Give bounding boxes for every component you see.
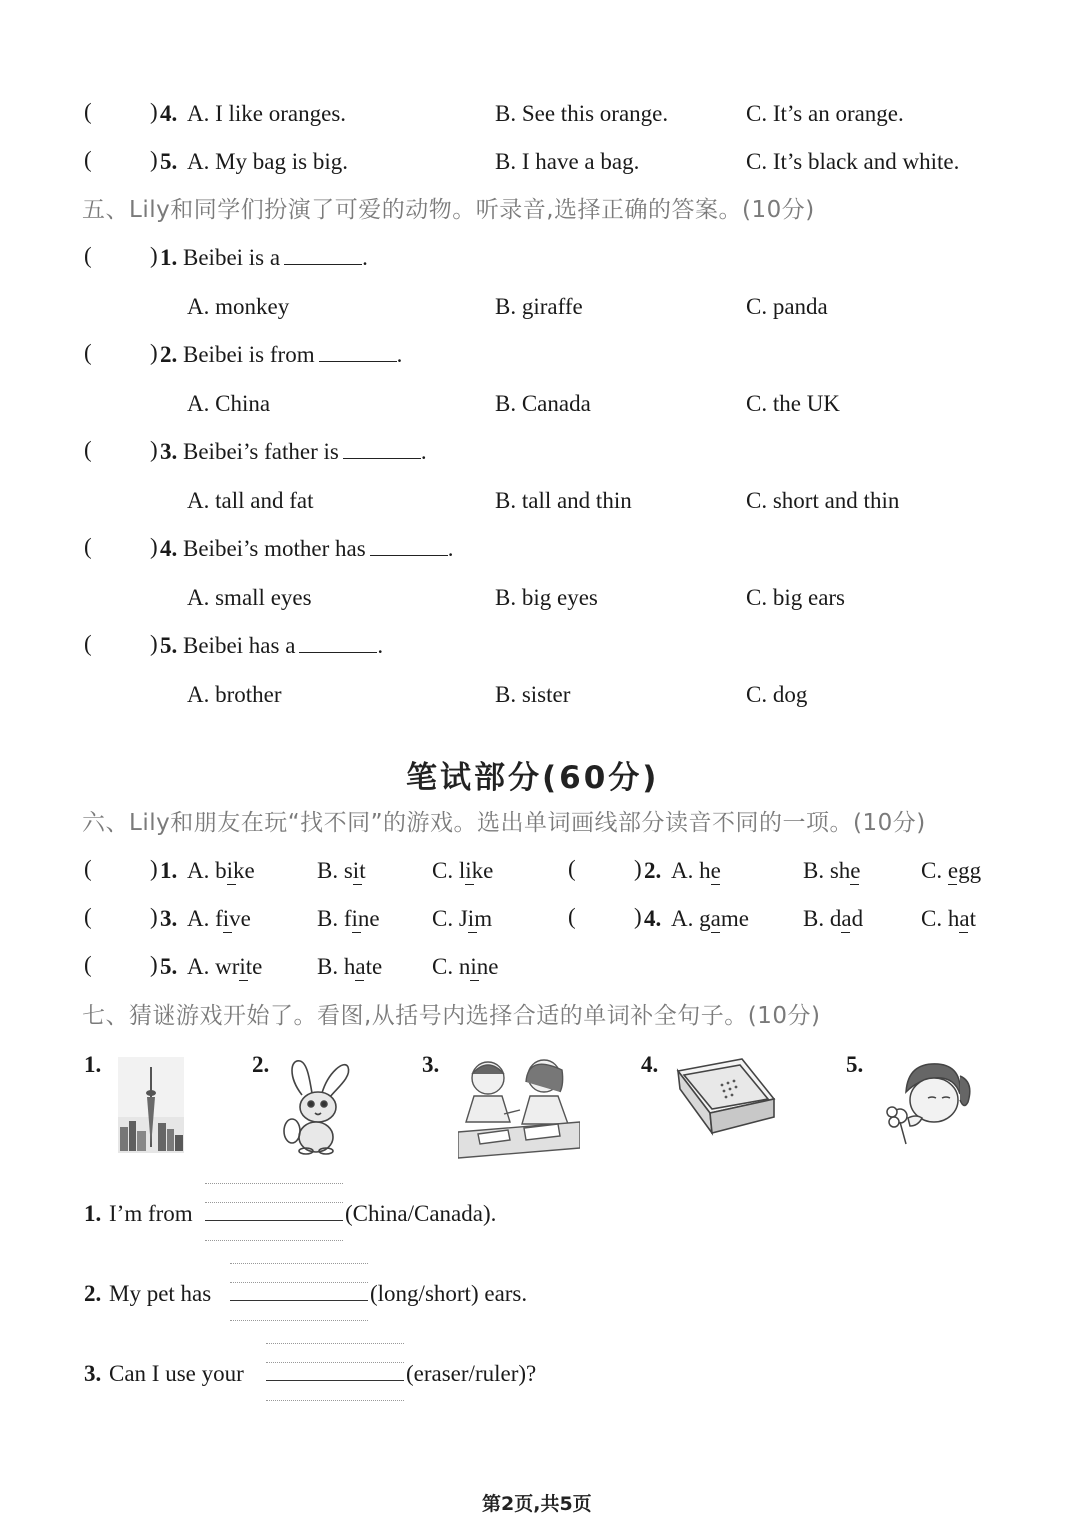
underlined-letter: i (352, 858, 360, 883)
underlined-letter: i (470, 954, 477, 979)
guide-line (205, 1240, 343, 1241)
picture-label: 4. (641, 1052, 659, 1077)
answer-blank[interactable] (370, 537, 448, 556)
answer-paren[interactable]: ( (84, 631, 92, 656)
answer-paren[interactable]: ( (84, 99, 92, 124)
answer-paren[interactable]: ( (84, 952, 92, 977)
guide-line (205, 1183, 343, 1184)
answer-paren-close: ) (150, 147, 158, 172)
option-b[interactable]: B. dad (803, 906, 864, 931)
answer-paren[interactable]: ( (84, 437, 92, 462)
option-a[interactable]: A. My bag is big. (187, 149, 348, 174)
guide-line (230, 1320, 368, 1321)
option-c[interactable]: C. Jim (432, 906, 493, 931)
city-tower-icon (118, 1057, 184, 1153)
question-stem: 5. Beibei has a . (160, 633, 384, 658)
written-part-title: 笔试部分(60分) (406, 760, 660, 796)
option-b[interactable]: B. See this orange. (495, 101, 669, 126)
word-options: (China/Canada). (345, 1201, 497, 1226)
option-a[interactable]: A. small eyes (187, 585, 312, 610)
option-b[interactable]: B. giraffe (495, 294, 583, 319)
answer-paren[interactable]: ( (84, 534, 92, 559)
answer-blank[interactable] (319, 343, 397, 362)
underlined-letter: i (222, 906, 230, 931)
sentence-text: I’m from (109, 1201, 193, 1226)
underlined-letter: i (465, 858, 472, 883)
option-a[interactable]: A. five (187, 906, 251, 931)
answer-paren[interactable]: ( (84, 243, 92, 268)
underlined-letter: i (351, 906, 358, 931)
section6-heading: 六、Lily和朋友在玩“找不同”的游戏。选出单词画线部分读音不同的一项。(10分) (82, 810, 926, 836)
answer-line[interactable] (266, 1380, 404, 1381)
option-b[interactable]: B. hate (317, 954, 383, 979)
sentence-text: My pet has (109, 1281, 212, 1306)
option-b[interactable]: B. sit (317, 858, 366, 883)
option-b[interactable]: B. fine (317, 906, 380, 931)
option-c[interactable]: C. dog (746, 682, 808, 707)
answer-blank[interactable] (299, 634, 377, 653)
picture-label: 2. (252, 1052, 270, 1077)
question-number: 4. (160, 101, 178, 126)
picture-label: 3. (422, 1052, 440, 1077)
underlined-letter: e (850, 858, 861, 883)
sentence-text: Can I use your (109, 1361, 244, 1386)
underlined-letter: a (841, 906, 852, 931)
answer-paren-close: ) (150, 99, 158, 124)
sentence-number: 1. (84, 1201, 102, 1226)
option-c[interactable]: C. nine (432, 954, 499, 979)
question-number: 4. (644, 906, 662, 931)
girl-smelling-flower-icon (878, 1056, 974, 1146)
sentence-number: 2. (84, 1281, 102, 1306)
option-b[interactable]: B. I have a bag. (495, 149, 640, 174)
answer-paren[interactable]: ( (568, 904, 576, 929)
question-number: 5. (160, 954, 178, 979)
option-c[interactable]: C. the UK (746, 391, 840, 416)
option-b[interactable]: B. Canada (495, 391, 591, 416)
answer-line[interactable] (230, 1300, 368, 1301)
option-b[interactable]: B. big eyes (495, 585, 598, 610)
underlined-letter: i (239, 954, 246, 979)
option-c[interactable]: C. egg (921, 858, 982, 883)
answer-paren-close: ) (634, 856, 642, 881)
answer-paren-close: ) (150, 856, 158, 881)
question-stem: 3. Beibei’s father is . (160, 439, 427, 464)
answer-paren[interactable]: ( (84, 340, 92, 365)
guide-line (266, 1343, 404, 1344)
option-a[interactable]: A. he (671, 858, 721, 883)
question-number: 3. (160, 906, 178, 931)
option-c[interactable]: C. short and thin (746, 488, 900, 513)
answer-paren-close: ) (150, 534, 158, 559)
underlined-letter: e (947, 858, 959, 883)
picture-label: 5. (846, 1052, 864, 1077)
answer-blank[interactable] (343, 440, 421, 459)
option-b[interactable]: B. tall and thin (495, 488, 632, 513)
option-a[interactable]: A. bike (187, 858, 255, 883)
question-number: 2. (644, 858, 662, 883)
answer-paren[interactable]: ( (84, 856, 92, 881)
answer-blank[interactable] (284, 246, 362, 265)
option-a[interactable]: A. game (671, 906, 749, 931)
answer-paren[interactable]: ( (84, 147, 92, 172)
option-b[interactable]: B. she (803, 858, 861, 883)
sentence-number: 3. (84, 1361, 102, 1386)
rabbit-icon (278, 1055, 354, 1155)
option-a[interactable]: A. China (187, 391, 271, 416)
answer-paren-close: ) (150, 243, 158, 268)
answer-paren-close: ) (150, 340, 158, 365)
option-c[interactable]: C. like (432, 858, 494, 883)
option-a[interactable]: A. brother (187, 682, 282, 707)
answer-line[interactable] (205, 1220, 343, 1221)
underlined-letter: a (959, 906, 970, 931)
underlined-letter: a (710, 906, 721, 931)
question-stem: 1. Beibei is a . (160, 245, 368, 270)
guide-line (266, 1362, 404, 1363)
picture-label: 1. (84, 1052, 102, 1077)
word-options: (long/short) ears. (370, 1281, 528, 1306)
option-b[interactable]: B. sister (495, 682, 571, 707)
page-footer: 第2页,共5页 (482, 1493, 592, 1515)
question-stem: 2. Beibei is from . (160, 342, 403, 367)
option-a[interactable]: A. tall and fat (187, 488, 314, 513)
pencil-box-icon (672, 1055, 778, 1150)
question-number: 5. (160, 149, 178, 174)
answer-paren-close: ) (150, 952, 158, 977)
question-stem: 4. Beibei’s mother has . (160, 536, 454, 561)
guide-line (205, 1202, 343, 1203)
option-c[interactable]: C. It’s black and white. (746, 149, 960, 174)
underlined-letter: i (467, 906, 475, 931)
section5-heading: 五、Lily和同学们扮演了可爱的动物。听录音,选择正确的答案。(10分) (82, 197, 815, 223)
option-a[interactable]: A. write (187, 954, 263, 979)
answer-paren-close: ) (634, 904, 642, 929)
option-a[interactable]: A. monkey (187, 294, 290, 319)
section7-heading: 七、猜谜游戏开始了。看图,从括号内选择合适的单词补全句子。(10分) (82, 1003, 821, 1029)
answer-paren[interactable]: ( (568, 856, 576, 881)
answer-paren-close: ) (150, 904, 158, 929)
option-c[interactable]: C. big ears (746, 585, 846, 610)
question-number: 1. (160, 858, 178, 883)
guide-line (230, 1263, 368, 1264)
option-c[interactable]: C. panda (746, 294, 828, 319)
option-c[interactable]: C. hat (921, 906, 976, 931)
option-a[interactable]: A. I like oranges. (187, 101, 347, 126)
underlined-letter: i (226, 858, 234, 883)
word-options: (eraser/ruler)? (406, 1361, 537, 1386)
answer-paren-close: ) (150, 437, 158, 462)
answer-paren-close: ) (150, 631, 158, 656)
guide-line (230, 1282, 368, 1283)
answer-paren[interactable]: ( (84, 904, 92, 929)
underlined-letter: e (710, 858, 721, 883)
option-c[interactable]: C. It’s an orange. (746, 101, 904, 126)
underlined-letter: a (355, 954, 366, 979)
two-kids-desk-icon (458, 1052, 580, 1162)
guide-line (266, 1400, 404, 1401)
